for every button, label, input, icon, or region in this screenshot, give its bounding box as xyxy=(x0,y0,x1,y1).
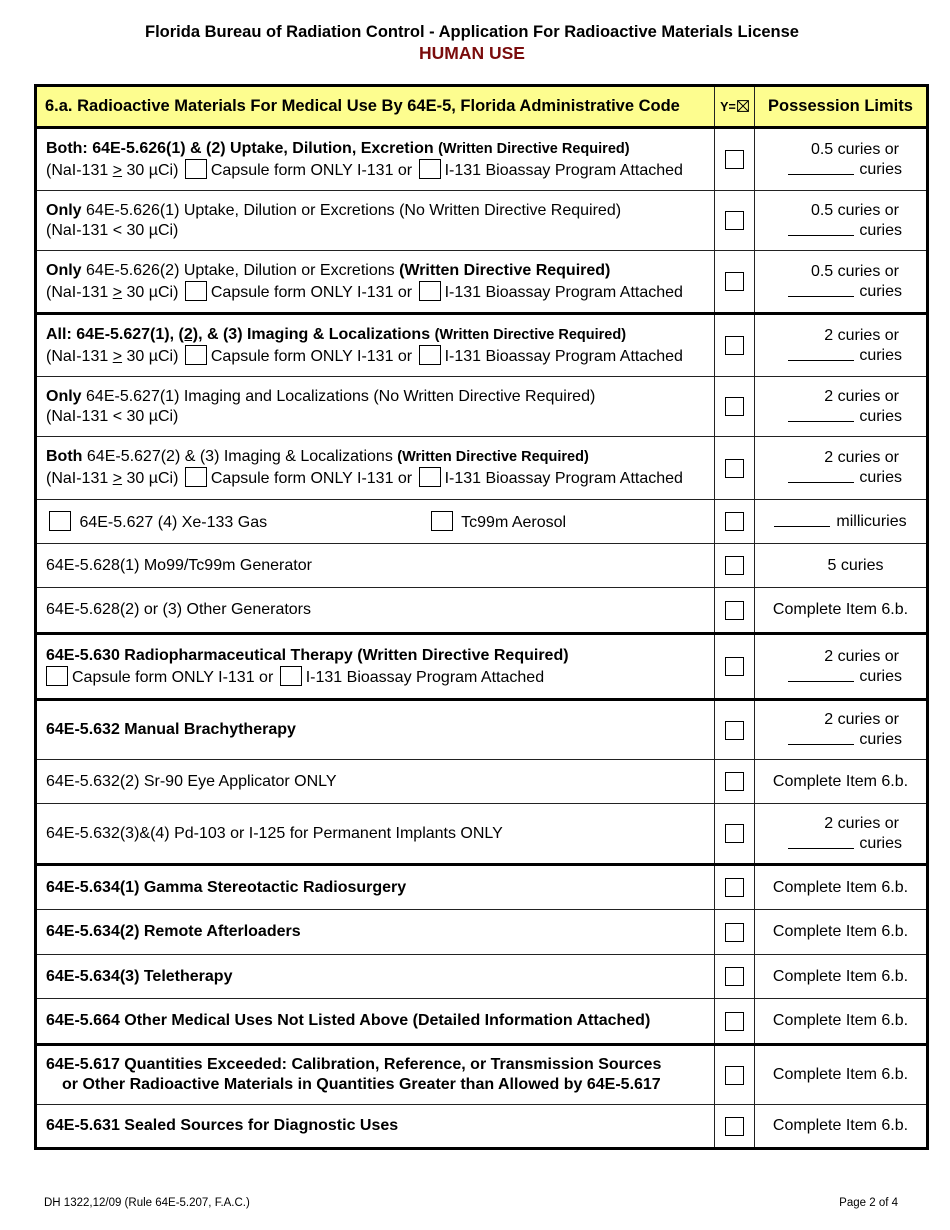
row-title: 64E-5.664 Other Medical Uses Not Listed Above (Detailed Information Attached) xyxy=(46,1012,651,1029)
row-title: 64E-5.634(1) Gamma Stereotactic Radiosurgery xyxy=(46,878,407,896)
limit-blank[interactable] xyxy=(788,174,854,175)
yes-cell xyxy=(715,910,755,955)
limit-cell xyxy=(755,437,928,500)
bioassay-label: I-131 Bioassay Program Attached xyxy=(444,283,683,301)
yes-label: Y= xyxy=(720,99,736,114)
row-description xyxy=(36,999,715,1045)
limit-cell: Complete Item 6.b. xyxy=(755,865,928,910)
row-description: Only 64E-5.626(2) Uptake, Dilution or Excretions (Written Directive Required) (NaI-131 > 30 µCi) Capsule form ONLY I-131 or I-131 Bioassay Program Attached xyxy=(36,251,715,314)
table-row xyxy=(36,191,928,251)
limit-cell xyxy=(755,191,928,251)
row-title: 64E-5.630 Radiopharmaceutical Therapy (Written Directive Required) xyxy=(46,646,569,664)
millicuries-label: millicuries xyxy=(836,512,907,530)
row-checkbox[interactable] xyxy=(725,272,744,291)
limit-text: 0.5 curies or xyxy=(810,140,899,158)
tc99m-aerosol-checkbox[interactable] xyxy=(431,511,453,531)
capsule-label: Capsule form ONLY I-131 or xyxy=(210,347,413,365)
curies-label: curies xyxy=(859,407,902,425)
curies-label: curies xyxy=(859,221,902,239)
limit-text: 0.5 curies or xyxy=(810,201,899,219)
limit-text: 0.5 curies or xyxy=(810,262,899,280)
limit-cell: Complete Item 6.b. xyxy=(755,955,928,999)
row-description: Both 64E-5.627(2) & (3) Imaging & Localizations (Written Directive Required) (NaI-131 > 30 µCi) Capsule form ONLY I-131 or I-131 Bioassay Program Attached xyxy=(36,437,715,500)
row-title: 64E-5.627(2) & (3) Imaging & Localizations xyxy=(86,448,393,465)
row-checkbox[interactable] xyxy=(725,336,744,355)
curies-label: curies xyxy=(859,282,902,300)
curies-label: curies xyxy=(859,834,902,852)
row-checkbox[interactable] xyxy=(725,556,744,575)
yes-cell xyxy=(715,500,755,544)
limit-cell: Complete Item 6.b. xyxy=(755,910,928,955)
curies-label: curies xyxy=(859,469,902,486)
row-checkbox[interactable] xyxy=(725,601,744,620)
row-title-b: , & (3) Imaging & Localizations xyxy=(198,325,431,343)
limit-cell: Complete Item 6.b. xyxy=(755,760,928,804)
written-directive-note: (Written Directive Required) xyxy=(399,261,611,279)
form-subtitle: HUMAN USE xyxy=(419,43,525,63)
capsule-checkbox[interactable] xyxy=(185,281,207,301)
row-description xyxy=(36,1105,715,1149)
xe-133-label: 64E-5.627 (4) Xe-133 Gas xyxy=(79,513,268,531)
yes-cell xyxy=(715,251,755,314)
row-checkbox[interactable] xyxy=(725,772,744,791)
row-checkbox[interactable] xyxy=(725,459,744,478)
table-row xyxy=(36,588,928,634)
row-description xyxy=(36,760,715,804)
table-row xyxy=(36,128,928,191)
capsule-label: Capsule form ONLY I-131 or xyxy=(210,283,413,301)
bioassay-checkbox[interactable] xyxy=(419,281,441,301)
bioassay-checkbox[interactable] xyxy=(280,666,302,686)
nai-note: (NaI-131 < 30 µCi) xyxy=(46,407,179,425)
row-description xyxy=(36,910,715,955)
table-row xyxy=(36,804,928,865)
row-title: 64E-5.634(2) Remote Afterloaders xyxy=(46,923,301,940)
row-description xyxy=(36,191,715,251)
row-description xyxy=(36,634,715,700)
row-checkbox[interactable] xyxy=(725,824,744,843)
yes-cell xyxy=(715,634,755,700)
yes-cell xyxy=(715,128,755,191)
yes-cell xyxy=(715,191,755,251)
yes-cell xyxy=(715,314,755,377)
row-description xyxy=(36,1045,715,1105)
limit-text: 2 curies or xyxy=(824,711,899,728)
row-checkbox[interactable] xyxy=(725,923,744,942)
row-title: 64E-5.632(3)&(4) Pd-103 or I-125 for Permanent Implants ONLY xyxy=(46,824,503,842)
limit-cell xyxy=(755,700,928,760)
curies-label: curies xyxy=(859,667,902,685)
curies-label: curies xyxy=(859,731,902,748)
limit-blank[interactable] xyxy=(788,360,854,361)
row-checkbox[interactable] xyxy=(725,1012,744,1031)
bioassay-label: I-131 Bioassay Program Attached xyxy=(444,470,683,487)
row-checkbox[interactable] xyxy=(725,721,744,740)
nai-value: 30 µCi) xyxy=(126,347,179,365)
written-directive-note: (Written Directive Required) xyxy=(434,326,627,343)
only-label: Only xyxy=(46,201,82,219)
limit-cell: Complete Item 6.b. xyxy=(755,588,928,634)
row-checkbox[interactable] xyxy=(725,657,744,676)
row-description xyxy=(36,377,715,437)
only-label: Only xyxy=(46,387,82,405)
limit-text: 2 curies or xyxy=(824,326,899,344)
row-title: 64E-5.632(2) Sr-90 Eye Applicator ONLY xyxy=(46,772,337,790)
yes-cell xyxy=(715,1045,755,1105)
possession-limits-header: Possession Limits xyxy=(755,86,928,128)
capsule-label: Capsule form ONLY I-131 or xyxy=(72,668,274,686)
row-title: Both: 64E-5.626(1) & (2) Uptake, Dilution, Excretion xyxy=(46,139,434,157)
table-row xyxy=(36,1105,928,1149)
row-description xyxy=(36,544,715,588)
nai-value: 30 µCi) xyxy=(126,283,179,301)
row-title-underlined: (2) xyxy=(178,325,199,343)
row-checkbox[interactable] xyxy=(725,878,744,897)
form-number: DH 1322,12/09 (Rule 64E-5.207, F.A.C.) xyxy=(44,1197,250,1209)
curies-label: curies xyxy=(859,160,902,178)
row-description xyxy=(36,500,715,544)
row-checkbox[interactable] xyxy=(725,967,744,986)
curies-label: curies xyxy=(859,346,902,364)
limit-cell xyxy=(755,128,928,191)
row-description xyxy=(36,700,715,760)
limit-cell: Complete Item 6.b. xyxy=(755,1045,928,1105)
limit-cell xyxy=(755,377,928,437)
capsule-label: Capsule form ONLY I-131 or xyxy=(210,161,413,179)
table-row xyxy=(36,377,928,437)
table-row xyxy=(36,999,928,1045)
table-row xyxy=(36,700,928,760)
limit-blank[interactable] xyxy=(788,744,854,745)
row-title: 64E-5.628(1) Mo99/Tc99m Generator xyxy=(46,556,312,574)
nai-label: (NaI-131 xyxy=(46,283,109,301)
capsule-checkbox[interactable] xyxy=(185,159,207,179)
row-title: 64E-5.626(2) Uptake, Dilution or Excretions xyxy=(86,261,395,279)
row-description xyxy=(36,955,715,999)
yes-cell xyxy=(715,377,755,437)
nai-value: 30 µCi) xyxy=(126,470,179,487)
row-title: 64E-5.628(2) or (3) Other Generators xyxy=(46,601,312,618)
bioassay-label: I-131 Bioassay Program Attached xyxy=(444,347,683,365)
bioassay-label: I-131 Bioassay Program Attached xyxy=(444,161,683,179)
limit-cell xyxy=(755,804,928,865)
limit-cell: Complete Item 6.b. xyxy=(755,1105,928,1149)
table-row xyxy=(36,544,928,588)
nai-value: 30 µCi) xyxy=(126,161,179,179)
limit-text: 2 curies or xyxy=(824,449,899,466)
written-directive-note: (Written Directive Required) xyxy=(438,140,630,157)
limit-blank[interactable] xyxy=(788,296,854,297)
bioassay-checkbox[interactable] xyxy=(419,159,441,179)
limit-cell xyxy=(755,634,928,700)
table-row xyxy=(36,634,928,700)
table-row xyxy=(36,760,928,804)
yes-cell xyxy=(715,804,755,865)
yes-cell xyxy=(715,1105,755,1149)
limit-blank[interactable] xyxy=(774,526,830,527)
yes-cell xyxy=(715,760,755,804)
table-header-row xyxy=(36,86,928,128)
row-title-a: All: 64E-5.627(1), xyxy=(46,325,175,343)
limit-blank[interactable] xyxy=(788,421,854,422)
table-row xyxy=(36,955,928,999)
row-description xyxy=(36,865,715,910)
section-heading: 6.a. Radioactive Materials For Medical Use By 64E-5, Florida Administrative Code xyxy=(36,86,715,128)
nai-note: (NaI-131 < 30 µCi) xyxy=(46,221,179,239)
limit-blank[interactable] xyxy=(788,848,854,849)
row-title: 64E-5.631 Sealed Sources for Diagnostic Uses xyxy=(46,1117,399,1134)
row-checkbox[interactable] xyxy=(725,512,744,531)
table-row xyxy=(36,910,928,955)
capsule-checkbox[interactable] xyxy=(46,666,68,686)
table-row xyxy=(36,500,928,544)
table-row xyxy=(36,314,928,377)
yes-cell xyxy=(715,999,755,1045)
yes-cell xyxy=(715,544,755,588)
medical-use-table xyxy=(34,84,929,1150)
row-description xyxy=(36,588,715,634)
checked-box-icon xyxy=(737,100,749,112)
yes-cell xyxy=(715,865,755,910)
xe-133-checkbox[interactable] xyxy=(49,511,71,531)
yes-cell xyxy=(715,700,755,760)
limit-blank[interactable] xyxy=(788,482,854,483)
no-written-directive-note: (No Written Directive Required) xyxy=(399,201,622,219)
capsule-checkbox[interactable] xyxy=(185,345,207,365)
limit-text: 2 curies or xyxy=(824,387,899,405)
limit-cell xyxy=(755,251,928,314)
bioassay-checkbox[interactable] xyxy=(419,467,441,487)
row-checkbox[interactable] xyxy=(725,150,744,169)
page-number: Page 2 of 4 xyxy=(839,1197,898,1209)
row-checkbox[interactable] xyxy=(725,1117,744,1136)
row-title: 64E-5.634(3) Teletherapy xyxy=(46,967,233,985)
yes-cell xyxy=(715,588,755,634)
limit-cell xyxy=(755,500,928,544)
written-directive-note: (Written Directive Required) xyxy=(397,449,589,465)
capsule-checkbox[interactable] xyxy=(185,467,207,487)
row-description xyxy=(36,804,715,865)
limit-text: 2 curies or xyxy=(824,647,899,665)
row-title: 64E-5.626(1) Uptake, Dilution or Excretions xyxy=(86,201,395,219)
both-label: Both xyxy=(46,448,83,465)
table-row xyxy=(36,437,928,500)
row-title: 64E-5.632 Manual Brachytherapy xyxy=(46,721,296,738)
form-header xyxy=(0,22,944,64)
limit-text: 2 curies or xyxy=(824,814,899,832)
yes-cell xyxy=(715,437,755,500)
bioassay-checkbox[interactable] xyxy=(419,345,441,365)
row-checkbox[interactable] xyxy=(725,397,744,416)
yes-cell xyxy=(715,955,755,999)
limit-cell: Complete Item 6.b. xyxy=(755,999,928,1045)
row-description: All: 64E-5.627(1), (2), & (3) Imaging & Localizations (Written Directive Required) (NaI-131 > 30 µCi) Capsule form ONLY I-131 or I-131 Bioassay Program Attached xyxy=(36,314,715,377)
table-row xyxy=(36,865,928,910)
form-title: Florida Bureau of Radiation Control - Application For Radioactive Materials License xyxy=(145,23,799,41)
row-title-line2: or Other Radioactive Materials in Quantities Greater than Allowed by 64E-5.617 xyxy=(62,1076,661,1093)
row-checkbox[interactable] xyxy=(725,211,744,230)
nai-label: (NaI-131 xyxy=(46,161,109,179)
nai-label: (NaI-131 xyxy=(46,347,109,365)
only-label: Only xyxy=(46,261,82,279)
table-row xyxy=(36,1045,928,1105)
no-written-directive-note: (No Written Directive Required) xyxy=(373,387,596,405)
row-checkbox[interactable] xyxy=(725,1066,744,1085)
row-description: Both: 64E-5.626(1) & (2) Uptake, Dilution, Excretion (Written Directive Required) (NaI-131 > 30 µCi) Capsule form ONLY I-131 or I-131 Bioassay Program Attached xyxy=(36,128,715,191)
table-row xyxy=(36,251,928,314)
row-title-line1: 64E-5.617 Quantities Exceeded: Calibration, Reference, or Transmission Sources xyxy=(46,1056,662,1073)
row-title: 64E-5.627(1) Imaging and Localizations xyxy=(86,387,369,405)
limit-blank[interactable] xyxy=(788,681,854,682)
bioassay-label: I-131 Bioassay Program Attached xyxy=(305,668,545,686)
yes-column-header xyxy=(715,86,755,128)
capsule-label: Capsule form ONLY I-131 or xyxy=(210,470,413,487)
limit-cell xyxy=(755,314,928,377)
limit-cell: 5 curies xyxy=(755,544,928,588)
nai-label: (NaI-131 xyxy=(46,470,109,487)
limit-blank[interactable] xyxy=(788,235,854,236)
tc99m-aerosol-label: Tc99m Aerosol xyxy=(461,513,567,531)
